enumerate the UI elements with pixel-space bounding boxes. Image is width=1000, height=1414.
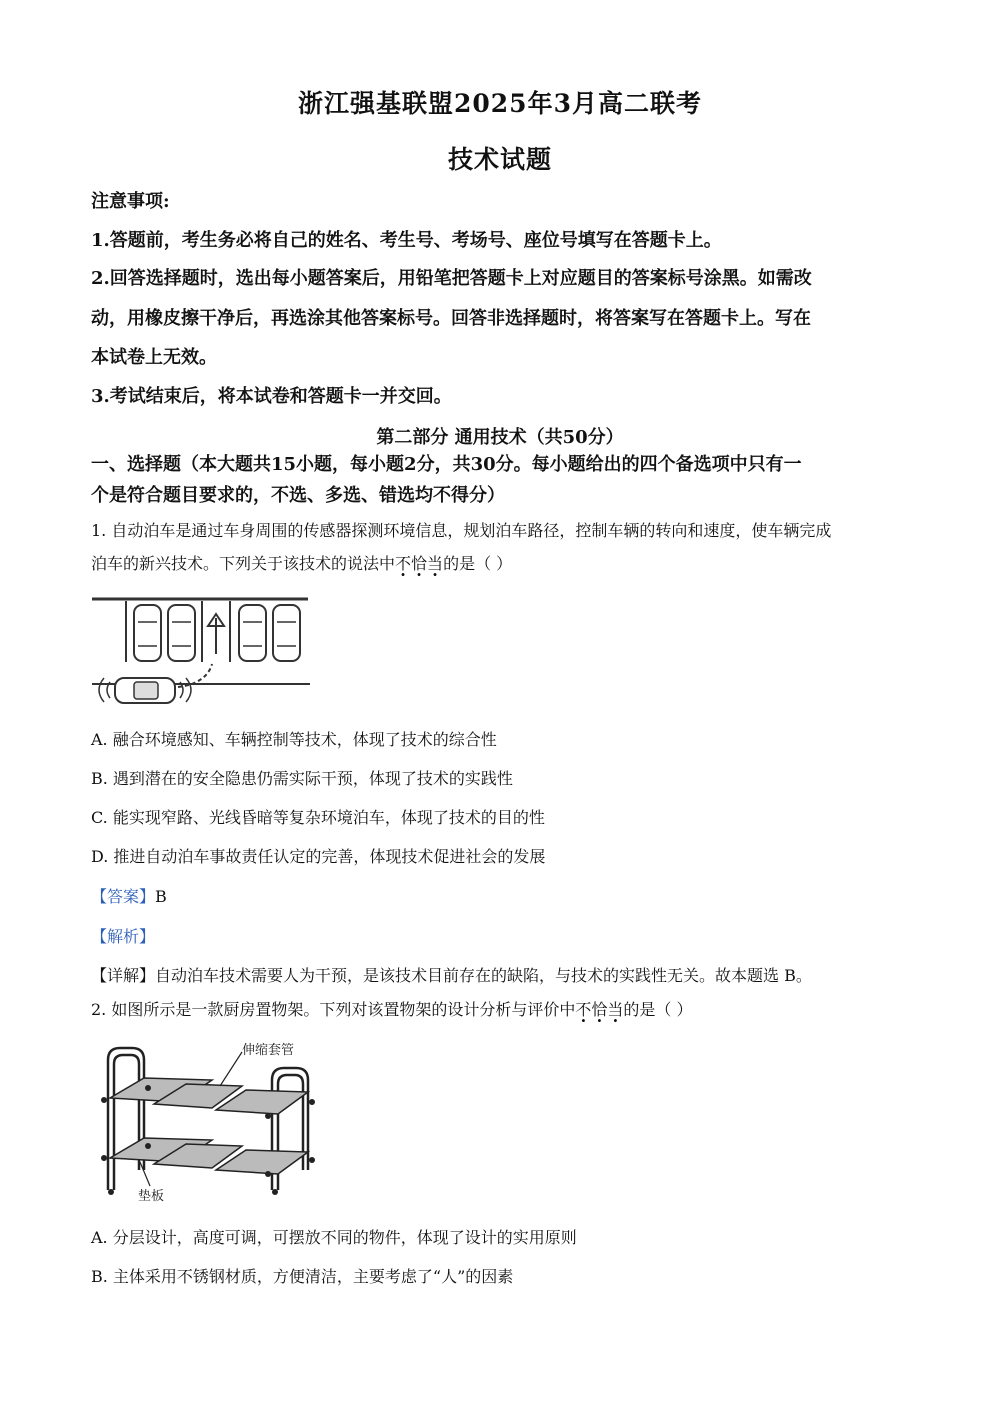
- exam-subtitle: 技术试题: [447, 145, 552, 174]
- sensor-wave-icon: [180, 678, 191, 702]
- notice-item-3: 3.考试结束后，将本试卷和答题卡一并交回。: [91, 386, 452, 407]
- label-pad-board: 垫板: [138, 1189, 165, 1204]
- arrow-up-icon: [208, 614, 224, 654]
- answer-tag: 【答案】: [91, 887, 156, 906]
- q1-stem-text: 泊车的新兴技术。下列关于该技术的说法中: [91, 554, 396, 573]
- emphasis-char: 恰: [591, 1000, 608, 1019]
- emphasis-char: 当: [607, 1000, 624, 1019]
- section-heading-line-1: 一、选择题（本大题共15小题，每小题2分，共30分。每小题给出的四个备选项中只有一: [91, 454, 802, 475]
- q1-option-d: D. 推进自动泊车事故责任认定的完善，体现技术促进社会的发展: [91, 847, 546, 866]
- notice-heading: 注意事项:: [91, 191, 170, 212]
- part-heading: 第二部分 通用技术（共50分）: [376, 427, 624, 448]
- q1-stem-suffix: 的是（ ）: [443, 554, 513, 573]
- parked-car: [273, 605, 300, 661]
- answer-value: B: [155, 887, 167, 906]
- emphasis-char: 当: [427, 554, 444, 573]
- parked-car: [239, 605, 266, 661]
- exam-title: 浙江强基联盟2025年3月高二联考: [298, 89, 702, 118]
- emphasis-char: 不: [575, 1000, 592, 1019]
- label-telescopic-tube: 伸缩套管: [242, 1043, 295, 1058]
- q1-stem-line-1: 1. 自动泊车是通过车身周围的传感器探测环境信息，规划泊车路径，控制车辆的转向和速度，使车辆完成: [91, 521, 832, 540]
- q2-option-a: A. 分层设计，高度可调，可摆放不同的物件，体现了设计的实用原则: [91, 1228, 577, 1247]
- sensor-wave-icon: [99, 678, 110, 702]
- q1-answer: [91, 887, 167, 907]
- parked-car: [168, 605, 195, 661]
- detail-text: 自动泊车技术需要人为干预，是该技术目前存在的缺陷，与技术的实践性无关。故本题选 B。: [155, 966, 812, 985]
- notice-item-2-line-3: 本试卷上无效。: [91, 347, 217, 368]
- section-heading-line-2: 个是符合题目要求的，不选、多选、错选均不得分）: [91, 485, 505, 506]
- q1-analysis-tag: 【解析】: [91, 927, 156, 946]
- parking-figure: [90, 592, 310, 717]
- detail-tag: 【详解】: [91, 966, 156, 985]
- auto-parking-car: [99, 678, 191, 703]
- q1-option-b: B. 遇到潜在的安全隐患仍需实际干预，体现了技术的实践性: [91, 769, 513, 788]
- notice-item-2-line-1: 2.回答选择题时，选出每小题答案后，用铅笔把答题卡上对应题目的答案标号涂黑。如需改: [91, 268, 812, 289]
- notice-item-2-line-2: 动，用橡皮擦干净后，再选涂其他答案标号。回答非选择题时，将答案写在答题卡上。写在: [91, 308, 811, 329]
- q2-stem-suffix: 的是（ ）: [623, 1000, 693, 1019]
- q1-option-c: C. 能实现窄路、光线昏暗等复杂环境泊车，体现了技术的目的性: [91, 808, 545, 827]
- q1-detail: [91, 966, 812, 986]
- kitchen-rack-figure: [92, 1040, 332, 1208]
- parked-car: [134, 605, 161, 661]
- label-pointer: [220, 1052, 242, 1086]
- q2-stem: [91, 1000, 693, 1020]
- q1-stem-line-2: [91, 554, 512, 574]
- emphasis-char: 不: [395, 554, 412, 573]
- notice-item-1: 1.答题前，考生务必将自己的姓名、考生号、考场号、座位号填写在答题卡上。: [91, 230, 722, 251]
- q2-stem-text: 2. 如图所示是一款厨房置物架。下列对该置物架的设计分析与评价中: [91, 1000, 576, 1019]
- q1-option-a: A. 融合环境感知、车辆控制等技术，体现了技术的综合性: [91, 730, 497, 749]
- emphasis-char: 恰: [411, 554, 428, 573]
- q2-option-b: B. 主体采用不锈钢材质，方便清洁，主要考虑了“人”的因素: [91, 1267, 514, 1286]
